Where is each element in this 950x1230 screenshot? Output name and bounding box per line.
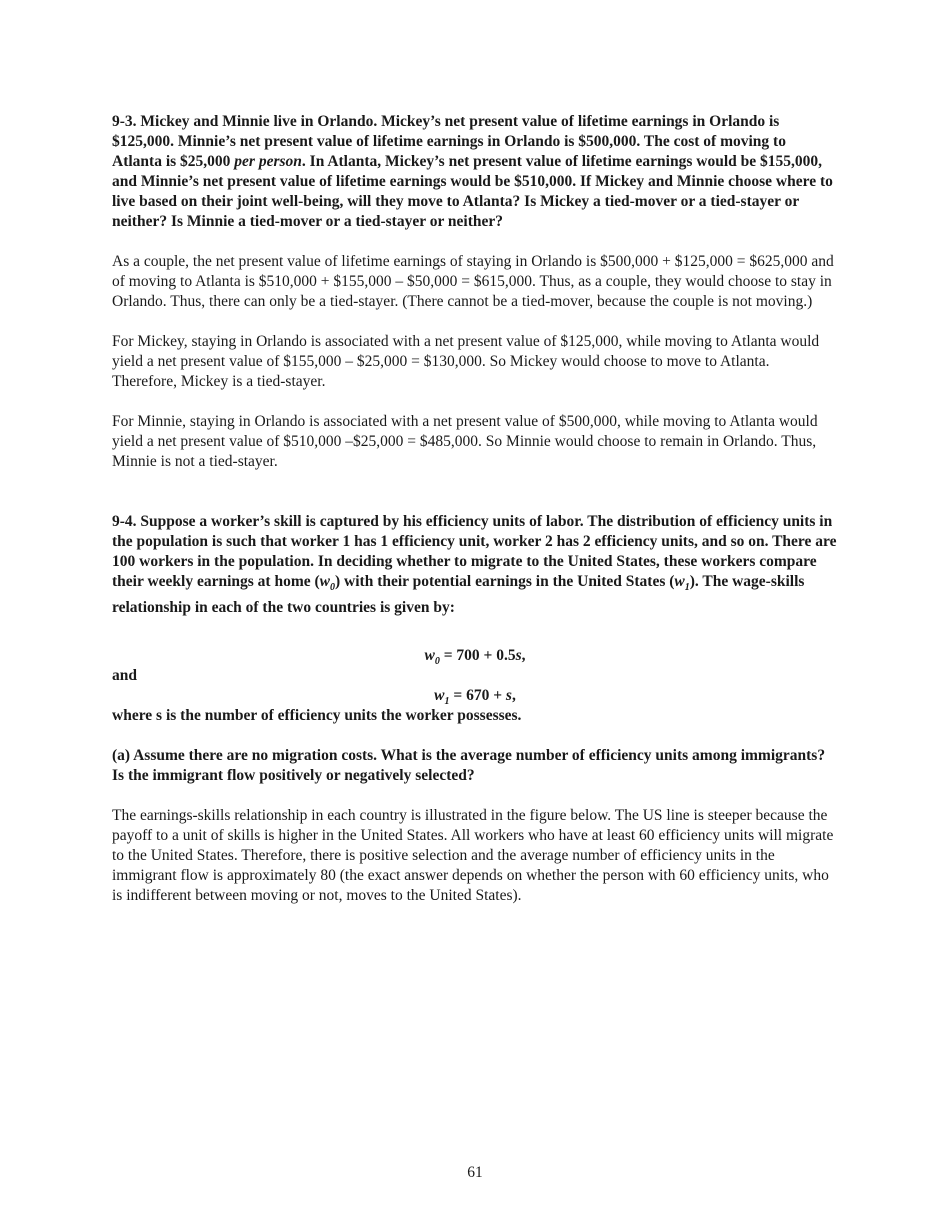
question-9-3: 9-3. Mickey and Minnie live in Orlando. Mickey’s net present value of lifetime earnings in Orlando is $125,000. Minnie’s net present value of lifetime earnings in Orlando is $500,000. The cost of moving to Atlanta is $25,000 per person. In Atlanta, Mickey’s net present value of lifetime earnings would be $155,000, and Minnie’s net present value of lifetime earnings would be $510,000. If Mickey and Minnie choose where to live based on their joint well-being, will they move to Atlanta? Is Mickey a tied-mover or a tied-stayer or neither? Is Minnie a tied-mover or a tied-stayer or neither?	[112, 113, 833, 230]
where-text: where s is the number of efficiency units the worker possesses.	[112, 707, 522, 725]
answer-9-4-part-a: The earnings-skills relationship in each country is illustrated in the figure below. The US line is steeper because the payoff to a unit of skills is higher in the United States. All workers who have at least 60 efficiency units will migrate to the United States. Therefore, there is positive selection and the average number of efficiency units in the immigrant flow is approximately 80 (the exact answer depends on whether the person with 60 efficiency units, who is indifferent between moving or not, moves to the United States).	[112, 807, 834, 905]
page-body	[112, 112, 838, 906]
answer-9-3-minnie: For Minnie, staying in Orlando is associated with a net present value of $500,000, while moving to Atlanta would yield a net present value of $510,000 –$25,000 = $485,000. So Minnie would choose to remain in Orlando. Thus, Minnie is not a tied-stayer.	[112, 413, 818, 470]
equation-w1: $w_1 = 670 + s$,	[434, 687, 516, 708]
page-number: 61	[467, 1164, 483, 1181]
answer-9-3-mickey: For Mickey, staying in Orlando is associated with a net present value of $125,000, while moving to Atlanta would yield a net present value of $155,000 – $25,000 = $130,000. So Mickey would choose to move to Atlanta. Therefore, Mickey is a tied-stayer.	[112, 333, 820, 390]
question-9-4: 9-4. Suppose a worker’s skill is captured by his efficiency units of labor. The distribution of efficiency units in the population is such that worker 1 has 1 efficiency unit, worker 2 has 2 efficiency units, and so on. There are 100 workers in the population. In deciding whether to migrate to the United States, these workers compare their weekly earnings at home $(w_0)$ with their potential earnings in the United States $(w_1)$. The wage-skills relationship in each of the two countries is given by:	[112, 513, 837, 617]
equation-w0: $w_0 = 700 + 0.5s$,	[424, 647, 526, 668]
answer-9-3-couple: As a couple, the net present value of lifetime earnings of staying in Orlando is $500,000 + $125,000 = $625,000 and of moving to Atlanta is $510,000 + $155,000 – $50,000 = $615,000. Thus, as a couple, they would choose to stay in Orlando. Thus, there can only be a tied-stayer. (There cannot be a tied-mover, because the couple is not moving.)	[112, 253, 834, 310]
and-label: and	[112, 667, 137, 685]
question-9-4-part-a: (a) Assume there are no migration costs. What is the average number of efficiency units among immigrants? Is the immigrant flow positively or negatively selected?	[112, 747, 826, 785]
wage-equations	[112, 646, 838, 706]
